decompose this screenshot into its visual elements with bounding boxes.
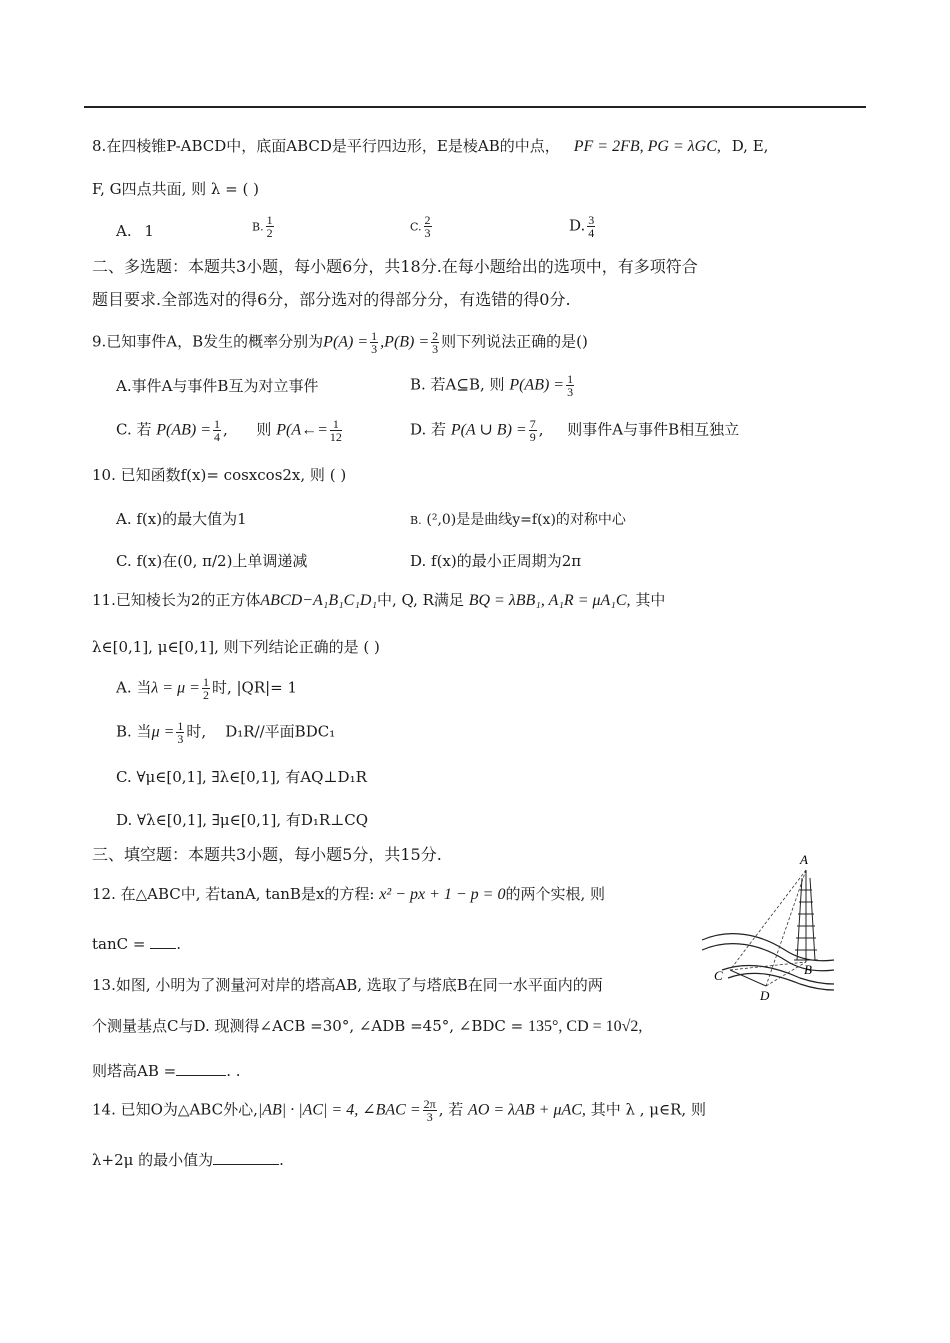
q8-line2: F, G四点共面, 则 λ = ( ) <box>92 180 259 198</box>
q10-option-a: A. f(x)的最大值为1 <box>116 510 247 528</box>
q9-option-b: B. 若A⊆B, 则 P(AB) = $\frac{1}{3}$ <box>410 372 574 399</box>
q8-line1: 8.在四棱锥P-ABCD中，底面ABCD是平行四边形，E是棱AB的中点， PF = 2FB, PG = λGC, D, E, <box>92 137 769 155</box>
figure-label-b: B <box>804 962 812 977</box>
q11-option-b: B. 当μ = $\frac{1}{3}$ 时, D₁R//平面BDC₁ <box>116 719 336 746</box>
q8-option-c: C. $\frac{2}{3}$ <box>410 213 431 240</box>
q12-line2: tanC = . <box>92 935 182 953</box>
q10-option-d: D. f(x)的最小正周期为2π <box>410 552 582 570</box>
q13-line3: 则塔高AB = . . <box>92 1062 241 1080</box>
q10-option-b: B. (²,0)是是曲线y=f(x)的对称中心 <box>410 512 626 528</box>
q9-stem: 9.已知事件A，B发生的概率分别为P(A) = $\frac{1}{3}$ ,P(B) = $\frac{2}{3}$ 则下列说法正确的是() <box>92 329 588 356</box>
q9-option-a: A.事件A与事件B互为对立事件 <box>116 377 319 395</box>
q8-vector-expression: PF = 2FB, PG = λGC, <box>573 138 721 155</box>
q9-option-d: D. 若 P(A ∪ B) = $\frac{7}{9}$ , 则事件A与事件B相互独立 <box>410 417 740 444</box>
q12-stem: 12. 在△ABC中, 若tanA, tanB是x的方程: x² − px + 1 − p = 0的两个实根, 则 <box>92 885 605 903</box>
section2-heading-line2: 题目要求.全部选对的得6分，部分选对的得部分分，有选错的得0分. <box>92 290 571 309</box>
figure-label-c: C <box>714 968 723 983</box>
figure-label-a: A <box>800 852 808 867</box>
q8-option-b: B. $\frac{1}{2}$ <box>252 213 273 240</box>
q11-option-d: D. ∀λ∈[0,1], ∃μ∈[0,1], 有D₁R⊥CQ <box>116 811 369 829</box>
q11-line2: λ∈[0,1], μ∈[0,1], 则下列结论正确的是 ( ) <box>92 638 380 656</box>
figure-label-d: D <box>760 988 770 1003</box>
q14-stem: 14. 已知O为△ABC外心,|AB| · |AC| = 4, ∠BAC = $\frac{2\pi}{3}$ , 若 AO = λAB + μAC, 其中 λ , μ∈R, 则 <box>92 1097 706 1124</box>
q13-line2: 个测量基点C与D. 现测得∠ACB =30°, ∠ADB =45°, ∠BDC = 135°, CD = 10√2, <box>92 1017 643 1035</box>
section2-heading-line1: 二、多选题：本题共3小题，每小题6分，共18分.在每小题给出的选项中，有多项符合 <box>92 257 698 276</box>
section3-heading: 三、填空题：本题共3小题，每小题5分，共15分. <box>92 845 442 864</box>
q11-stem: 11.已知棱长为2的正方体ABCD−A₁B₁C₁D₁中, Q, R满足 BQ = λBB₁, A₁R = μA₁C, 其中 <box>92 591 666 609</box>
tower-river-figure <box>700 850 835 1010</box>
q11-vector-expression: BQ = λBB₁, A₁R = μA₁C, <box>468 592 631 609</box>
q8-option-a: A. 1 <box>116 222 154 240</box>
q11-option-c: C. ∀μ∈[0,1], ∃λ∈[0,1], 有AQ⊥D₁R <box>116 768 367 786</box>
q10-stem: 10. 已知函数f(x)= cosxcos2x, 则 ( ) <box>92 466 347 484</box>
header-rule <box>84 106 866 108</box>
q9-option-c: C. 若 P(AB) = $\frac{1}{4}$ , 则 P(A←= $\frac{1}{12}$ <box>116 417 342 444</box>
q13-line1: 13.如图, 小明为了测量河对岸的塔高AB, 选取了与塔底B在同一水平面内的两 <box>92 976 603 994</box>
q11-option-a: A. 当λ = μ = $\frac{1}{2}$ 时, |QR|= 1 <box>116 675 298 702</box>
q14-line2: λ+2μ 的最小值为 . <box>92 1151 284 1169</box>
q8-option-d: D. $\frac{3}{4}$ <box>569 213 595 240</box>
q10-option-c: C. f(x)在(0, π/2)上单调递减 <box>116 552 308 570</box>
